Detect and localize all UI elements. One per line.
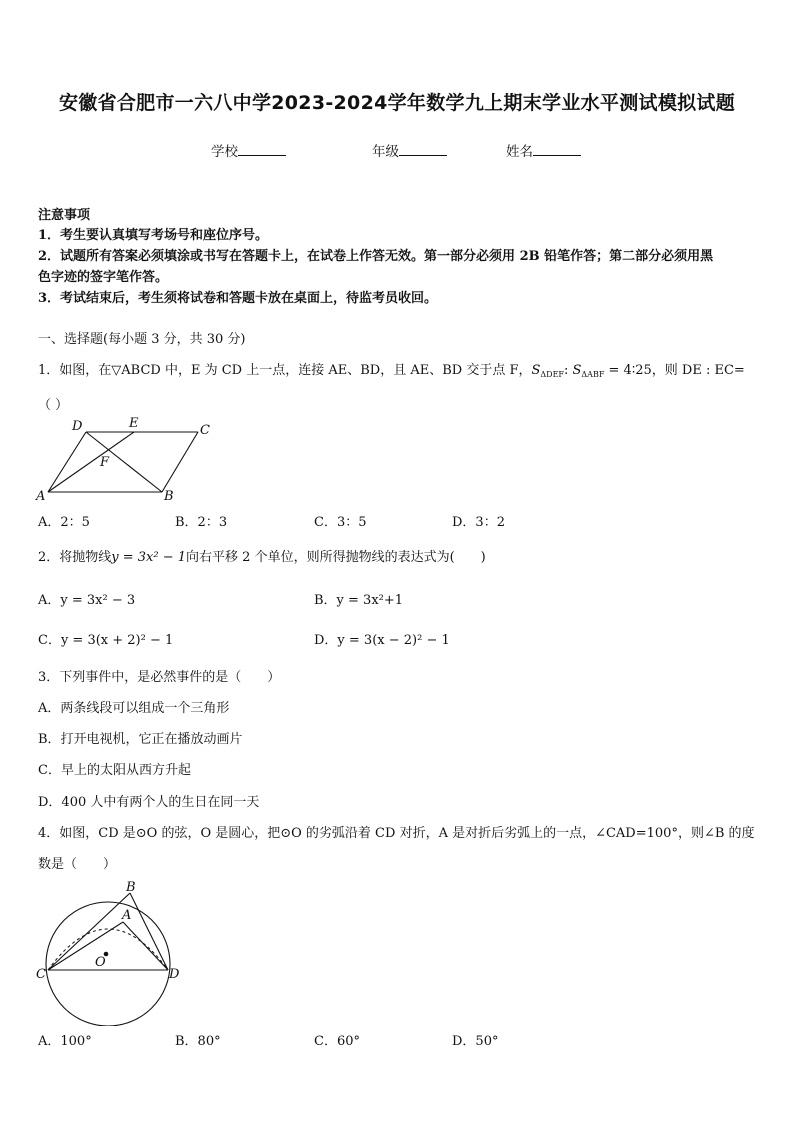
name-blank [533, 143, 581, 156]
q1-text-b: ，则 DE : EC= [651, 363, 745, 378]
q4-circle-figure [28, 876, 188, 1026]
label-d: D [169, 967, 180, 982]
segment-bd [130, 893, 168, 970]
q4-option-d[interactable]: D．50° [452, 1034, 499, 1049]
q2-text-b: 向右平移 2 个单位，则所得抛物线的表达式为( ) [186, 550, 486, 565]
q2-option-a[interactable]: A．y = 3x² − 3 [38, 593, 136, 608]
q4-stem-line2: 数是（ ） [38, 857, 117, 872]
grade-blank [399, 143, 447, 156]
q2-text-a: 2．将抛物线 [38, 550, 112, 565]
grade-field [372, 140, 447, 160]
label-f: F [100, 455, 110, 470]
q2-option-b[interactable]: B．y = 3x²+1 [314, 593, 404, 608]
label-b: B [126, 880, 136, 895]
q1-option-c[interactable]: C．3：5 [314, 515, 367, 530]
q4-stem-line1: 4．如图，CD 是⊙O 的弦，O 是圆心，把⊙O 的劣弧沿着 CD 对折，A 是对折后劣弧上的一点，∠CAD=100°，则∠B 的度 [38, 826, 755, 841]
q2-formula: y = 3x² − 1 [111, 550, 187, 565]
q1-parallelogram-figure [30, 412, 230, 504]
q4-option-c[interactable]: C．60° [314, 1034, 360, 1049]
segment-ad [123, 922, 168, 970]
notice-item: 1．考生要认真填写考场号和座位序号。 [38, 228, 269, 243]
q3-option-d[interactable]: D．400 人中有两个人的生日在同一天 [38, 795, 260, 810]
q3-option-a[interactable]: A．两条线段可以组成一个三角形 [38, 701, 230, 716]
label-d: D [72, 419, 83, 434]
q1-stem [38, 359, 745, 379]
q4-option-a[interactable]: A．100° [38, 1034, 92, 1049]
school-blank [238, 143, 286, 156]
q1-option-b[interactable]: B．2：3 [175, 515, 228, 530]
school-label: 学校 [211, 144, 238, 160]
segment-ae [48, 432, 134, 492]
circle-o [46, 902, 170, 1026]
side-bc [162, 432, 198, 492]
label-o: O [95, 955, 106, 970]
grade-label: 年级 [372, 144, 399, 160]
name-label: 姓名 [506, 144, 533, 160]
q1-text-a: 1．如图，在▽ABCD 中，E 为 CD 上一点，连接 AE、BD，且 AE、BD 交于点 F， [38, 363, 532, 378]
notice-item: 色字迹的签字笔作答。 [38, 270, 169, 285]
q2-option-d[interactable]: D．y = 3(x − 2)² − 1 [314, 633, 450, 648]
q3-option-c[interactable]: C．早上的太阳从西方升起 [38, 763, 191, 778]
segment-bd [86, 432, 162, 492]
notice-item: 2．试题所有答案必须填涂或书写在答题卡上，在试卷上作答无效。第一部分必须用 2B 铅笔作答；第二部分必须用黑 [38, 249, 714, 264]
page-title: 安徽省合肥市一六八中学2023-2024学年数学九上期末学业水平测试模拟试题 [58, 92, 736, 114]
q3-stem: 3．下列事件中，是必然事件的是（ ） [38, 670, 281, 685]
label-a: A [122, 908, 132, 923]
q1-ratio: = 4∶25 [608, 363, 652, 378]
folded-arc [48, 929, 168, 970]
label-b: B [164, 489, 174, 504]
side-da [48, 432, 86, 492]
q1-area-def: $S_{\Delta DEF}$: [531, 363, 569, 379]
notice-heading: 注意事项 [38, 208, 91, 223]
q1-option-a[interactable]: A．2：5 [38, 515, 90, 530]
q2-stem [38, 546, 486, 565]
q4-option-b[interactable]: B．80° [175, 1034, 221, 1049]
label-e: E [129, 416, 139, 431]
q1-paren: （ ） [38, 398, 69, 413]
label-c: C [36, 967, 46, 982]
label-a: A [36, 489, 46, 504]
label-c: C [200, 423, 210, 438]
notice-item: 3．考试结束后，考生须将试卷和答题卡放在桌面上，待监考员收回。 [38, 291, 438, 306]
q1-area-abf: $S_{\Delta ABF}$ [572, 363, 605, 379]
school-field [211, 140, 286, 160]
section-heading: 一、选择题(每小题 3 分，共 30 分) [38, 332, 246, 347]
segment-ca [48, 922, 123, 970]
q2-option-c[interactable]: C．y = 3(x + 2)² − 1 [38, 633, 174, 648]
q3-option-b[interactable]: B．打开电视机，它正在播放动画片 [38, 732, 243, 747]
name-field [506, 140, 581, 160]
q1-option-d[interactable]: D．3：2 [452, 515, 505, 530]
